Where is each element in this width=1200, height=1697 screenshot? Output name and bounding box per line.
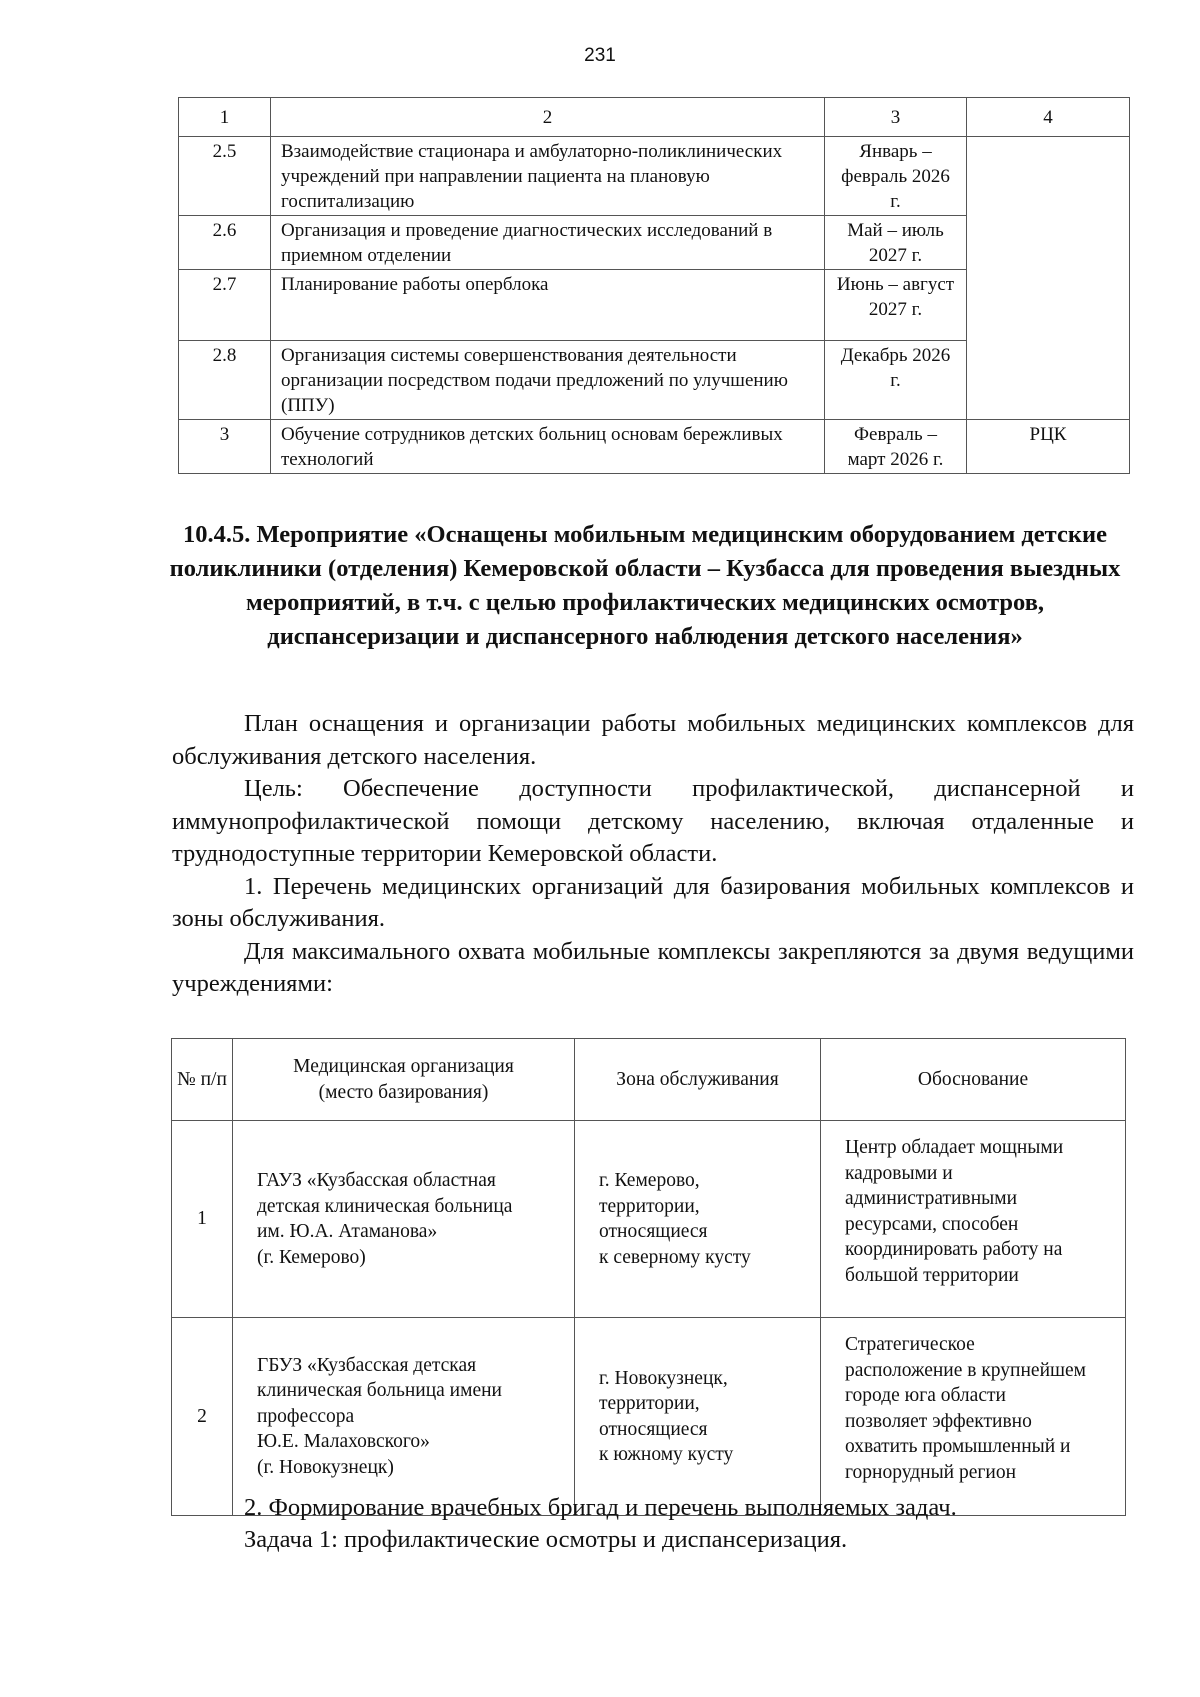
column-header-zone: Зона обслуживания: [575, 1039, 821, 1121]
responsible-cell-merged: [967, 137, 1130, 420]
cell-line: ГБУЗ «Кузбасская детская: [257, 1354, 477, 1376]
activity-text: Организация и проведение диагностических исследований в приемном отделении: [271, 216, 825, 270]
paragraph: Цель: Обеспечение доступности профилактической, диспансерной и иммунопрофилактической помощи детскому населению, включая отдаленные и труднодоступные территории Кемеровской области.: [172, 775, 1134, 867]
table-row: [179, 137, 1130, 216]
cell-line: профессора: [257, 1405, 355, 1427]
row-number: 2.6: [179, 216, 271, 270]
header-line: Медицинская организация: [293, 1056, 514, 1077]
cell-line: к южному кусту: [599, 1444, 734, 1465]
activity-text: Планирование работы оперблока: [271, 270, 825, 341]
column-number-2: 2: [271, 98, 825, 137]
table-row: [172, 1318, 1126, 1516]
section-heading: 10.4.5. Мероприятие «Оснащены мобильным медицинским оборудованием детские поликлиники (отделения) Кемеровской области – Кузбасса для проведения выездных мероприятий, в т.ч. с целью профилактических медицинских осмотров, диспансеризации и диспансерного наблюдения детского населения»: [169, 521, 1121, 650]
period-text: Май – июль 2027 г.: [825, 216, 967, 270]
cell-line: (г. Кемерово): [257, 1246, 366, 1268]
period-text: Июнь – август 2027 г.: [825, 270, 967, 341]
cell-line: территории,: [599, 1393, 700, 1414]
cell-line: относящиеся: [599, 1221, 708, 1242]
cell-line: клиническая больница имени: [257, 1380, 502, 1402]
paragraph: 1. Перечень медицинских организаций для базирования мобильных комплексов и зоны обслуживания.: [172, 872, 1134, 932]
column-number-3: 3: [825, 98, 967, 137]
cell-line: ресурсами, способен: [845, 1213, 1019, 1235]
column-number-1: 1: [179, 98, 271, 137]
cell-line: координировать работу на: [845, 1239, 1063, 1260]
zone-cell: [575, 1318, 821, 1516]
row-number: 2.8: [179, 341, 271, 420]
cell-line: горнорудный регион: [845, 1461, 1017, 1483]
cell-line: относящиеся: [599, 1418, 708, 1440]
table-header-row: [179, 98, 1130, 137]
cell-line: административными: [845, 1188, 1018, 1209]
cell-line: им. Ю.А. Атаманова»: [257, 1221, 438, 1242]
organization-cell: [233, 1318, 575, 1516]
row-number: 2.5: [179, 137, 271, 216]
activity-text: Взаимодействие стационара и амбулаторно-поликлинических учреждений при направлении пациента на плановую госпитализацию: [271, 137, 825, 216]
column-header-organization: [233, 1039, 575, 1121]
cell-line: позволяет эффективно: [845, 1410, 1032, 1432]
period-text: Декабрь 2026 г.: [825, 341, 967, 420]
table-header-row: [172, 1039, 1126, 1121]
cell-line: охватить промышленный и: [845, 1436, 1071, 1457]
page-number: 231: [584, 45, 616, 66]
cell-line: к северному кусту: [599, 1246, 751, 1268]
column-header-number: № п/п: [172, 1039, 233, 1121]
reason-cell: [821, 1121, 1126, 1318]
section-body: [172, 708, 1134, 1001]
cell-line: городе юга области: [845, 1385, 1006, 1406]
cell-line: Ю.Е. Малаховского»: [257, 1431, 430, 1453]
activities-table: [178, 97, 1130, 474]
responsible-text: РЦК: [967, 420, 1130, 474]
cell-line: кадровыми и: [845, 1162, 953, 1184]
paragraph: Задача 1: профилактические осмотры и диспансеризация.: [244, 1526, 848, 1553]
organization-cell: [233, 1121, 575, 1318]
table-row: [179, 420, 1130, 474]
organizations-table: [171, 1038, 1126, 1516]
cell-line: территории,: [599, 1195, 700, 1217]
paragraph: 2. Формирование врачебных бригад и перечень выполняемых задач.: [244, 1494, 957, 1521]
cell-line: г. Новокузнецк,: [599, 1367, 728, 1389]
period-text: Февраль – март 2026 г.: [825, 420, 967, 474]
reason-cell: [821, 1318, 1126, 1516]
cell-line: детская клиническая больница: [257, 1195, 513, 1217]
activity-text: Организация системы совершенствования деятельности организации посредством подачи предложений по улучшению (ППУ): [271, 341, 825, 420]
paragraph: Для максимального охвата мобильные комплексы закрепляются за двумя ведущими учреждениями:: [172, 937, 1134, 997]
cell-line: (г. Новокузнецк): [257, 1456, 394, 1478]
cell-line: расположение в крупнейшем: [845, 1359, 1087, 1381]
cell-line: г. Кемерово,: [599, 1170, 700, 1191]
cell-line: Стратегическое: [845, 1334, 975, 1355]
cell-line: ГАУЗ «Кузбасская областная: [257, 1170, 496, 1191]
cell-line: большой территории: [845, 1264, 1019, 1286]
period-text: Январь – февраль 2026 г.: [825, 137, 967, 216]
row-number: 2.7: [179, 270, 271, 341]
cell-line: Центр обладает мощными: [845, 1137, 1064, 1158]
paragraph: План оснащения и организации работы мобильных медицинских комплексов для обслуживания детского населения.: [172, 710, 1134, 770]
row-number: 1: [172, 1121, 233, 1318]
column-number-4: 4: [967, 98, 1130, 137]
row-number: 3: [179, 420, 271, 474]
table-row: [172, 1121, 1126, 1318]
row-number: 2: [172, 1318, 233, 1516]
activity-text: Обучение сотрудников детских больниц основам бережливых технологий: [271, 420, 825, 474]
zone-cell: [575, 1121, 821, 1318]
column-header-reason: Обоснование: [821, 1039, 1126, 1121]
continuation-text: [172, 1492, 1134, 1556]
header-line: (место базирования): [318, 1081, 489, 1103]
